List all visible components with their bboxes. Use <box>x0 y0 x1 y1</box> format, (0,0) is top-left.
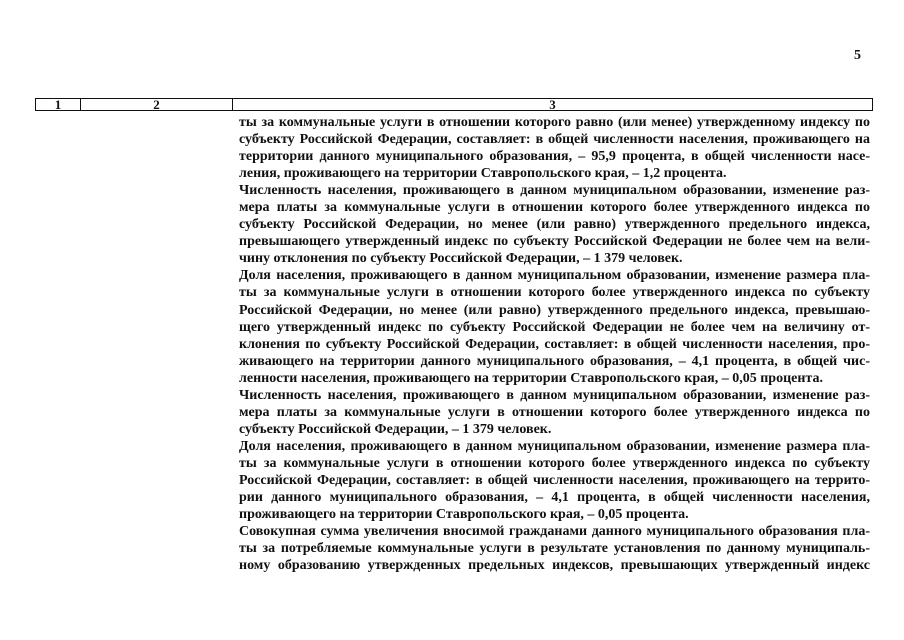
text-line: субъекту Российской Федерации, составляет: в общей численности населения, проживающего на <box>239 132 870 148</box>
column-header-2: 2 <box>81 99 233 110</box>
text-line: Российской Федерации, составляет: в общей численности населения, проживающего на террито- <box>239 472 870 488</box>
text-line: Численность населения, проживающего в данном муниципальном образовании, изменение раз- <box>239 387 870 403</box>
text-line: чину отклонения по субъекту Российской Федерации, – 1 379 человек. <box>239 251 683 267</box>
text-line: ленности населения, проживающего на территории Ставропольского края, – 0,05 процента. <box>239 370 823 386</box>
column-header-3: 3 <box>549 97 556 112</box>
text-line: Совокупная сумма увеличения вносимой гражданами данного муниципального образования пла- <box>239 524 870 540</box>
text-line: превышающего утвержденный индекс по субъекту Российской Федерации не более чем на вели- <box>239 234 870 250</box>
text-line: Российской Федерации, но менее (или равно) утвержденного предельного индекса, превышаю- <box>239 302 870 318</box>
text-line: мера платы за коммунальные услуги в отношении которого более утвержденного индекса по <box>239 404 870 420</box>
document-body-text <box>239 114 870 574</box>
text-line: территории данного муниципального образования, – 95,9 процента, в общей численности насе- <box>239 149 870 165</box>
text-line: ты за потребляемые коммунальные услуги в результате установления по данному муниципаль- <box>239 541 870 557</box>
page-number: 5 <box>854 48 861 63</box>
text-line: ления, проживающего на территории Ставропольского края, – 1,2 процента. <box>239 166 727 182</box>
table-header-row <box>35 98 873 111</box>
text-line: проживающего на территории Ставропольского края, – 0,05 процента. <box>239 507 689 523</box>
text-line: Доля населения, проживающего в данном муниципальном образовании, изменение размера пла- <box>239 438 870 454</box>
text-line: Численность населения, проживающего в данном муниципальном образовании, изменение раз- <box>239 183 870 199</box>
text-line: щего утвержденный индекс по субъекту Российской Федерации не более чем на величину от- <box>239 319 870 335</box>
text-line: клонения по субъекту Российской Федерации, составляет: в общей численности населения, про- <box>239 336 870 352</box>
text-line: ты за коммунальные услуги в отношении которого более утвержденного индекса по субъекту <box>239 285 870 301</box>
text-line: субъекту Российской Федерации, – 1 379 человек. <box>239 421 552 437</box>
text-line: ты за коммунальные услуги в отношении которого равно (или менее) утвержденному индексу по <box>239 115 870 130</box>
text-line: живающего на территории данного муниципального образования, – 4,1 процента, в общей чис- <box>239 353 870 369</box>
text-line: Доля населения, проживающего в данном муниципальном образовании, изменение размера пла- <box>239 268 870 284</box>
text-line: ному образованию утвержденных предельных индексов, превышающих утвержденный индекс <box>239 558 870 574</box>
text-line: ты за коммунальные услуги в отношении которого более утвержденного индекса по субъекту <box>239 455 870 471</box>
text-line: мера платы за коммунальные услуги в отношении которого более утвержденного индекса по <box>239 200 870 216</box>
column-header-1: 1 <box>36 99 81 110</box>
text-line: субъекту Российской Федерации, но менее (или равно) утвержденного предельного индекса, <box>239 217 870 233</box>
text-line: рии данного муниципального образования, – 4,1 процента, в общей численности населения, <box>239 490 870 506</box>
